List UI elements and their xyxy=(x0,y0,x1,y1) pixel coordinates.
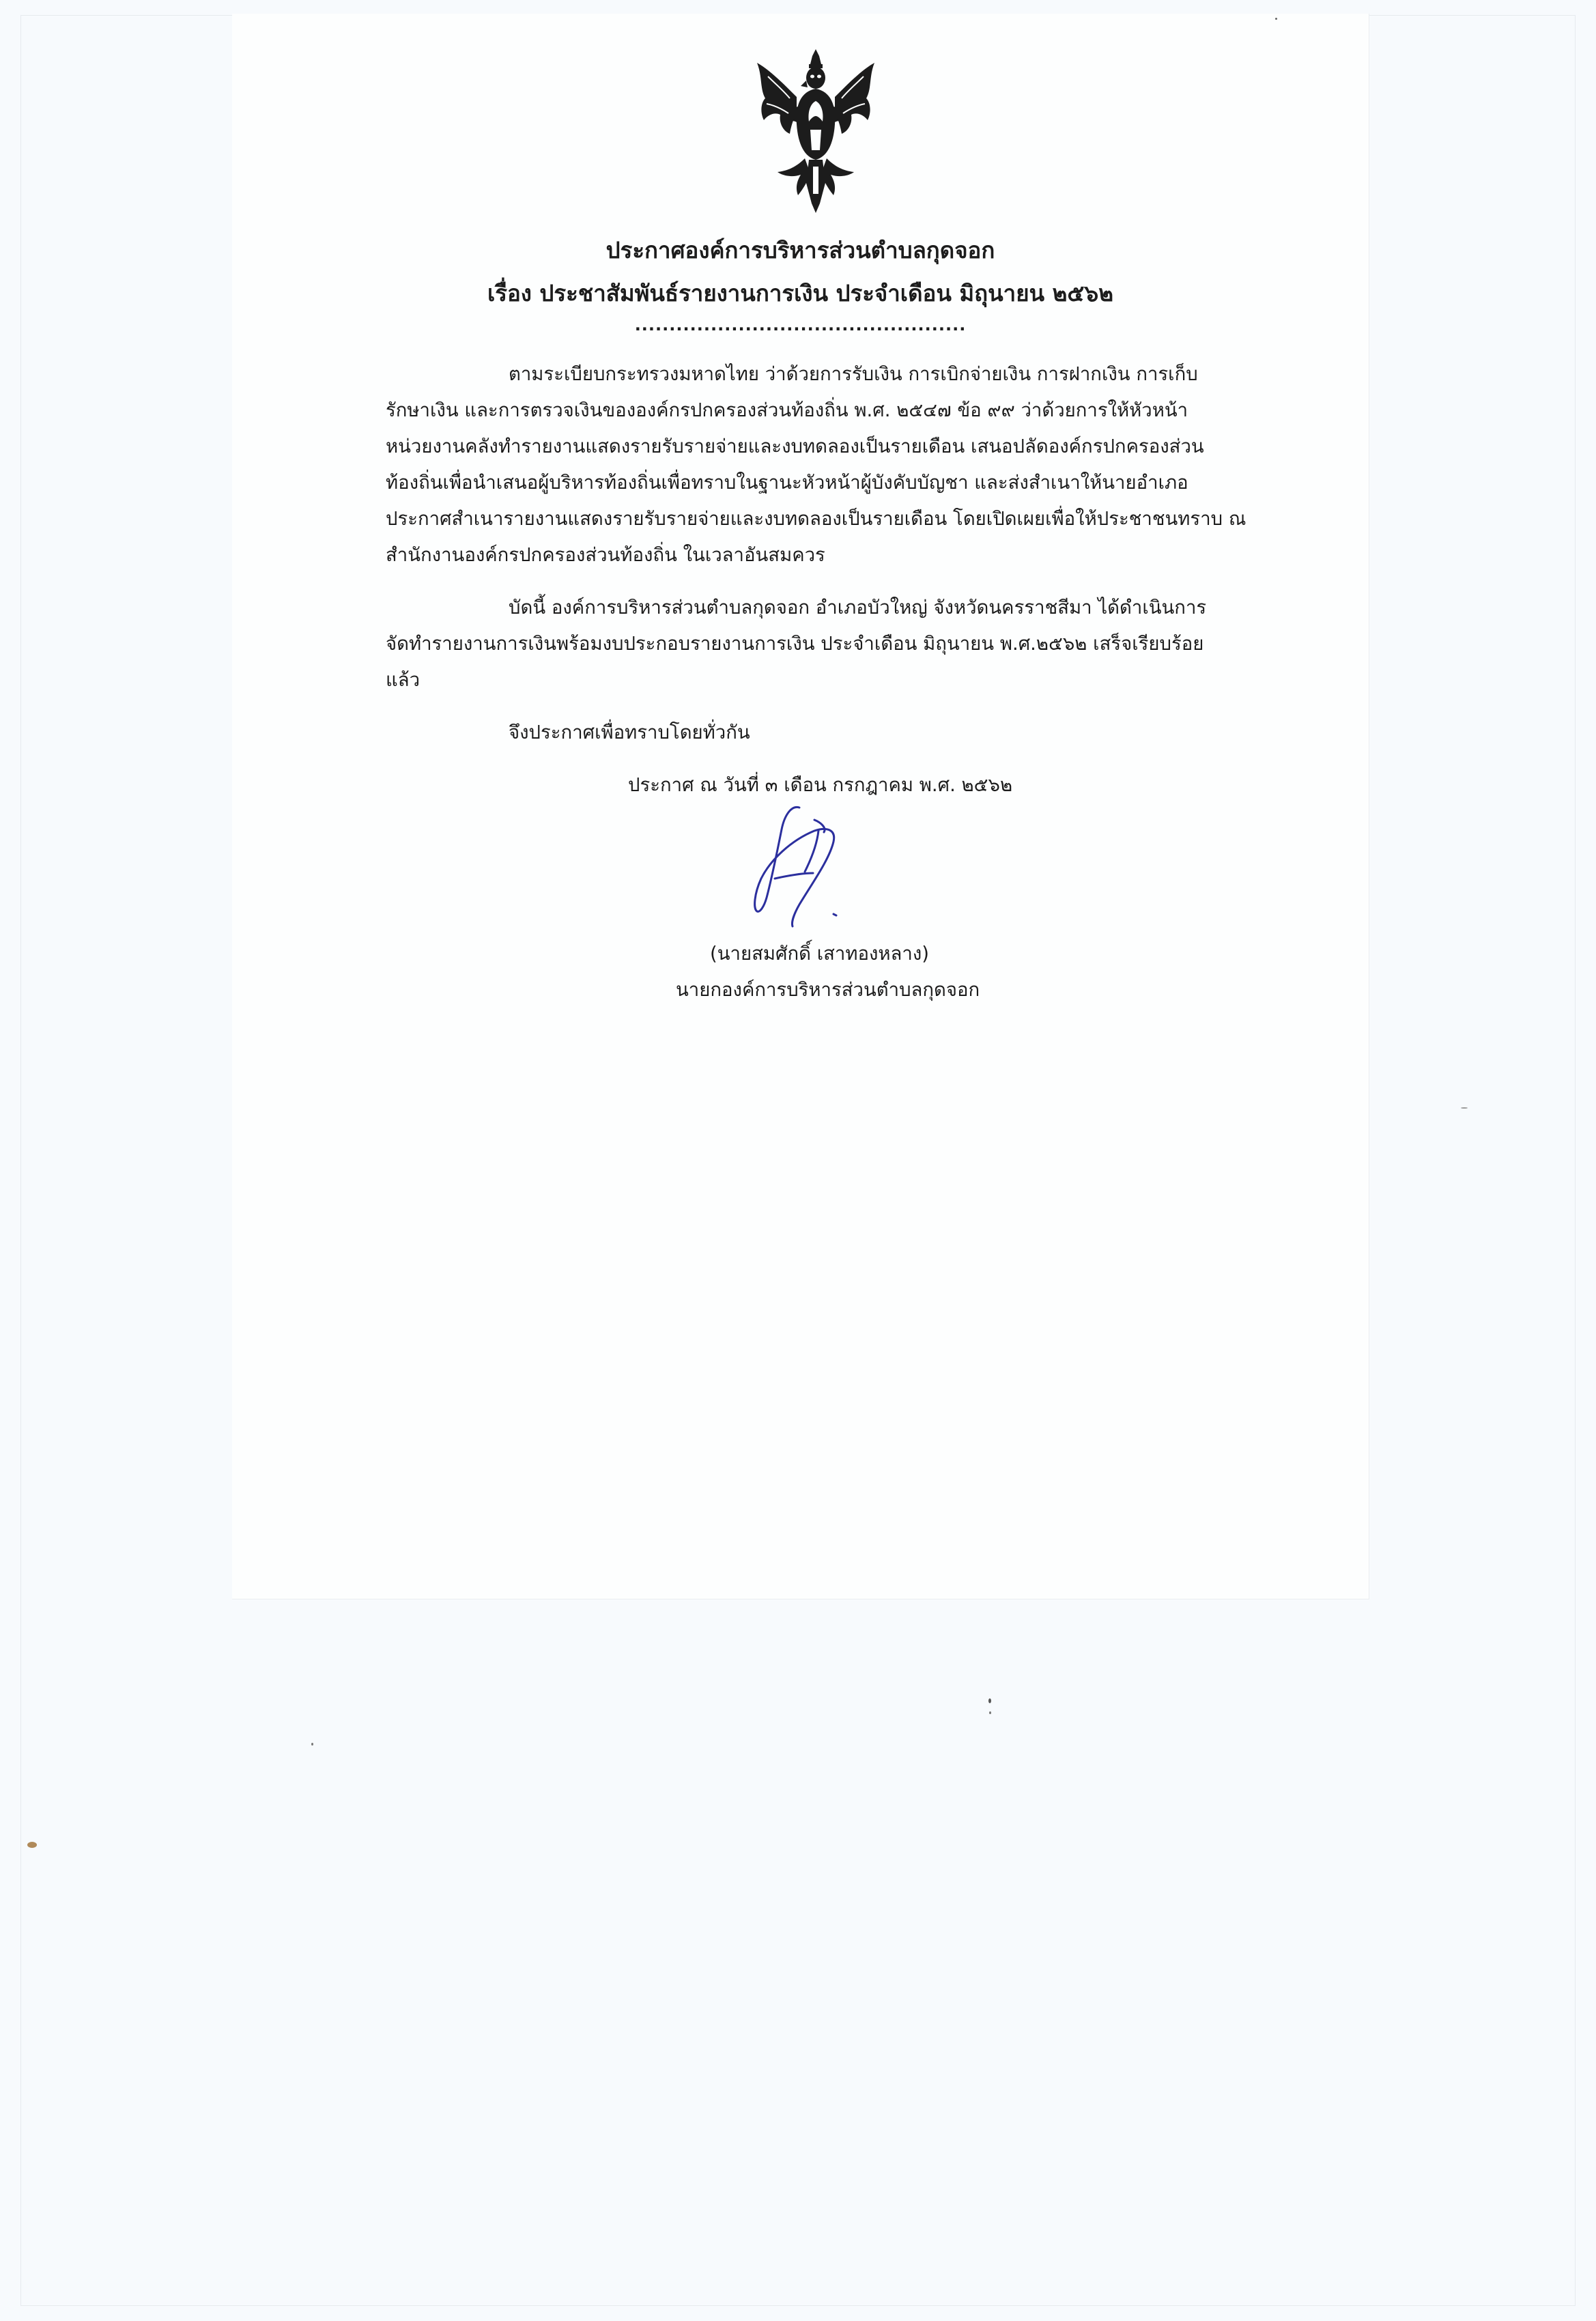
paragraph1-line: ท้องถิ่นเพื่อนำเสนอผู้บริหารท้องถิ่นเพื่อทราบในฐานะหัวหน้าผู้บังคับบัญชา และส่งสำเนาให้นายอำเภอ xyxy=(386,472,1188,494)
closing-statement: จึงประกาศเพื่อทราบโดยทั่วกัน xyxy=(509,722,750,743)
title-separator: ................................................ xyxy=(634,315,967,334)
garuda-emblem xyxy=(747,49,884,213)
scan-speck xyxy=(988,1698,991,1703)
scan-speck xyxy=(1461,1107,1468,1109)
announcement-date: ประกาศ ณ วันที่ ๓ เดือน กรกฎาคม พ.ศ. ๒๕๖๒ xyxy=(628,774,1013,796)
paragraph1-line: สำนักงานองค์กรปกครองส่วนท้องถิ่น ในเวลาอันสมควร xyxy=(386,544,825,566)
paragraph1-line: หน่วยงานคลังทำรายงานแสดงรายรับรายจ่ายและงบทดลองเป็นรายเดือน เสนอปลัดองค์กรปกครองส่วน xyxy=(386,436,1204,457)
paragraph2-line: บัดนี้ องค์การบริหารส่วนตำบลกุดจอก อำเภอบัวใหญ่ จังหวัดนครราชสีมา ได้ดำเนินการ xyxy=(509,597,1207,618)
document-title: ประกาศองค์การบริหารส่วนตำบลกุดจอก xyxy=(605,237,995,264)
scan-speck xyxy=(27,1842,37,1848)
paragraph2-line: แล้ว xyxy=(386,669,421,691)
scan-speck xyxy=(989,1711,991,1714)
scan-speck xyxy=(311,1743,313,1746)
paragraph1-line: ประกาศสำเนารายงานแสดงรายรับรายจ่ายและงบทดลองเป็นรายเดือน โดยเปิดเผยเพื่อให้ประชาชนทราบ ณ xyxy=(386,508,1246,530)
paragraph2-line: จัดทำรายงานการเงินพร้อมงบประกอบรายงานการเงิน ประจำเดือน มิถุนายน พ.ศ.๒๕๖๒ เสร็จเรียบร้อย xyxy=(386,633,1204,655)
handwritten-signature xyxy=(734,802,870,928)
paragraph1-line: รักษาเงิน และการตรวจเงินขององค์กรปกครองส่วนท้องถิ่น พ.ศ. ๒๕๔๗ ข้อ ๙๙ ว่าด้วยการให้หัวหน้า xyxy=(386,399,1188,421)
signatory-position: นายกองค์การบริหารส่วนตำบลกุดจอก xyxy=(676,979,980,1001)
signatory-name: (นายสมศักดิ์ เสาทองหลาง) xyxy=(710,943,929,965)
document-subject: เรื่อง ประชาสัมพันธ์รายงานการเงิน ประจำเดือน มิถุนายน ๒๕๖๒ xyxy=(487,280,1114,307)
paragraph1-line: ตามระเบียบกระทรวงมหาดไทย ว่าด้วยการรับเงิน การเบิกจ่ายเงิน การฝากเงิน การเก็บ xyxy=(509,363,1198,385)
scan-speck xyxy=(1275,18,1277,20)
